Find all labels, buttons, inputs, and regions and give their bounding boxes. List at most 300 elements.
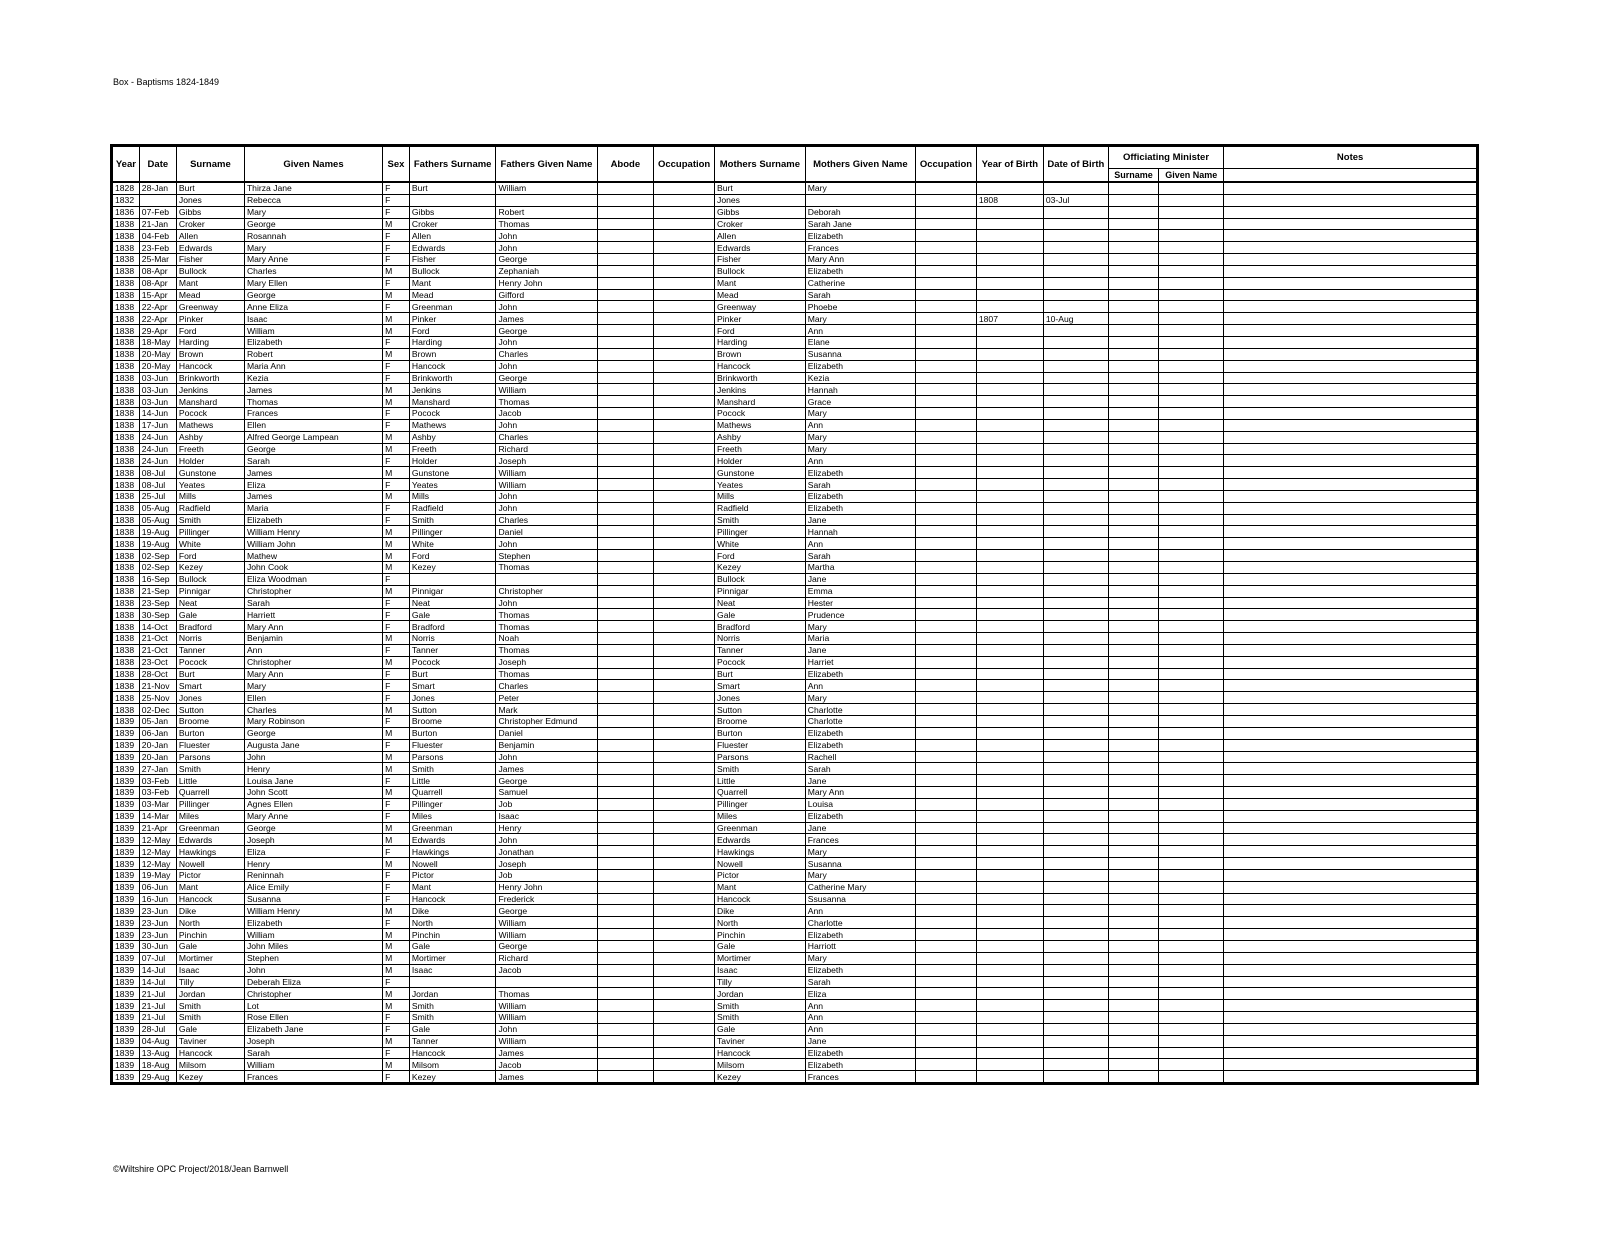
- table-cell: John: [496, 419, 597, 431]
- table-cell: [1108, 656, 1159, 668]
- table-cell: Harriet: [805, 656, 915, 668]
- table-cell: John: [496, 538, 597, 550]
- table-cell: Smith: [715, 1012, 806, 1024]
- table-cell: [1043, 431, 1108, 443]
- table-row: [113, 1023, 1477, 1035]
- table-cell: [1043, 443, 1108, 455]
- table-cell: [597, 1012, 654, 1024]
- table-cell: Ann: [805, 325, 915, 337]
- table-cell: F: [383, 798, 410, 810]
- table-cell: [1224, 526, 1477, 538]
- table-cell: [1108, 680, 1159, 692]
- table-cell: [597, 431, 654, 443]
- table-cell: 1838: [113, 668, 140, 680]
- table-cell: F: [383, 1071, 410, 1083]
- table-row: [113, 881, 1477, 893]
- table-cell: Mathews: [409, 419, 496, 431]
- table-cell: F: [383, 668, 410, 680]
- table-cell: M: [383, 562, 410, 574]
- table-cell: [1224, 988, 1477, 1000]
- table-cell: [976, 218, 1043, 230]
- table-cell: [1159, 1059, 1224, 1071]
- table-cell: Brinkworth: [176, 372, 244, 384]
- table-cell: [1159, 964, 1224, 976]
- table-cell: [1043, 858, 1108, 870]
- table-cell: Daniel: [496, 526, 597, 538]
- table-cell: Bradford: [176, 621, 244, 633]
- table-cell: 29-Aug: [139, 1071, 176, 1083]
- table-cell: 1839: [113, 976, 140, 988]
- table-cell: Harding: [715, 336, 806, 348]
- table-cell: Thomas: [496, 562, 597, 574]
- table-cell: [1043, 739, 1108, 751]
- table-cell: [1108, 1023, 1159, 1035]
- table-cell: [916, 881, 977, 893]
- table-cell: [597, 585, 654, 597]
- table-cell: 1839: [113, 929, 140, 941]
- table-cell: [1108, 336, 1159, 348]
- table-cell: Kezia: [805, 372, 915, 384]
- table-cell: Ashby: [176, 431, 244, 443]
- table-cell: Gibbs: [409, 206, 496, 218]
- table-row: [113, 408, 1477, 420]
- table-cell: [1224, 336, 1477, 348]
- table-cell: [916, 751, 977, 763]
- table-cell: Mortimer: [715, 952, 806, 964]
- table-cell: [976, 182, 1043, 194]
- table-row: [113, 1071, 1477, 1083]
- table-cell: 1839: [113, 1047, 140, 1059]
- table-cell: [1224, 917, 1477, 929]
- table-cell: 06-Jan: [139, 727, 176, 739]
- table-cell: Isaac: [496, 810, 597, 822]
- table-cell: M: [383, 751, 410, 763]
- table-cell: 1839: [113, 834, 140, 846]
- table-cell: Pillinger: [176, 798, 244, 810]
- table-cell: 19-May: [139, 869, 176, 881]
- table-cell: [1224, 408, 1477, 420]
- table-cell: Charlotte: [805, 917, 915, 929]
- col-given-names: Given Names: [244, 147, 382, 183]
- table-cell: [1224, 822, 1477, 834]
- table-cell: [1224, 881, 1477, 893]
- table-cell: 07-Feb: [139, 206, 176, 218]
- table-cell: 1832: [113, 194, 140, 206]
- table-cell: [597, 846, 654, 858]
- table-cell: [916, 941, 977, 953]
- table-cell: Martha: [805, 562, 915, 574]
- table-cell: 1838: [113, 313, 140, 325]
- table-cell: Elizabeth: [805, 502, 915, 514]
- table-cell: [1108, 277, 1159, 289]
- table-cell: [1043, 396, 1108, 408]
- table-cell: Mary: [805, 313, 915, 325]
- table-cell: George: [496, 941, 597, 953]
- table-cell: [976, 562, 1043, 574]
- table-cell: George: [496, 254, 597, 266]
- table-cell: Charles: [496, 680, 597, 692]
- table-cell: [916, 526, 977, 538]
- table-cell: F: [383, 242, 410, 254]
- table-cell: Burt: [176, 182, 244, 194]
- table-cell: [654, 798, 715, 810]
- table-cell: [976, 964, 1043, 976]
- table-cell: Elizabeth: [244, 514, 382, 526]
- table-cell: William Henry: [244, 526, 382, 538]
- table-cell: Nowell: [176, 858, 244, 870]
- table-cell: [1224, 644, 1477, 656]
- table-cell: F: [383, 419, 410, 431]
- table-cell: [1108, 869, 1159, 881]
- table-cell: Alfred George Lampean: [244, 431, 382, 443]
- table-row: [113, 952, 1477, 964]
- table-cell: [1224, 952, 1477, 964]
- table-cell: Smith: [409, 763, 496, 775]
- table-cell: Little: [409, 775, 496, 787]
- table-cell: [654, 1047, 715, 1059]
- table-cell: Jane: [805, 1035, 915, 1047]
- table-cell: [1108, 798, 1159, 810]
- table-cell: [916, 609, 977, 621]
- table-cell: [916, 633, 977, 645]
- table-row: [113, 941, 1477, 953]
- table-cell: Christopher: [244, 656, 382, 668]
- table-cell: Quarrell: [176, 787, 244, 799]
- table-cell: [916, 182, 977, 194]
- table-cell: Elizabeth: [805, 929, 915, 941]
- table-cell: [1224, 976, 1477, 988]
- table-cell: 02-Sep: [139, 550, 176, 562]
- table-row: [113, 277, 1477, 289]
- table-cell: [976, 668, 1043, 680]
- table-cell: [1043, 976, 1108, 988]
- table-cell: Henry John: [496, 277, 597, 289]
- table-cell: [916, 1012, 977, 1024]
- table-cell: [1224, 194, 1477, 206]
- table-cell: [597, 467, 654, 479]
- table-cell: Gale: [715, 941, 806, 953]
- table-cell: Sarah: [244, 597, 382, 609]
- table-cell: [1159, 1012, 1224, 1024]
- table-cell: [1108, 372, 1159, 384]
- table-row: [113, 396, 1477, 408]
- table-cell: 23-Sep: [139, 597, 176, 609]
- table-cell: Kezey: [409, 562, 496, 574]
- table-cell: Greenway: [715, 301, 806, 313]
- table-cell: [654, 372, 715, 384]
- table-cell: 21-Jul: [139, 1000, 176, 1012]
- table-cell: [916, 277, 977, 289]
- table-cell: [976, 751, 1043, 763]
- table-cell: F: [383, 680, 410, 692]
- table-cell: [1159, 277, 1224, 289]
- col-minister-given-name: Given Name: [1159, 169, 1224, 183]
- table-cell: [1224, 751, 1477, 763]
- table-cell: F: [383, 1012, 410, 1024]
- table-cell: [916, 218, 977, 230]
- table-row: [113, 905, 1477, 917]
- table-cell: [597, 787, 654, 799]
- table-cell: [597, 893, 654, 905]
- table-cell: Tilly: [715, 976, 806, 988]
- table-cell: [976, 1012, 1043, 1024]
- table-cell: [1159, 360, 1224, 372]
- table-cell: [1159, 479, 1224, 491]
- table-cell: Ford: [409, 325, 496, 337]
- table-cell: [976, 822, 1043, 834]
- table-cell: Thomas: [496, 644, 597, 656]
- table-cell: James: [244, 384, 382, 396]
- table-cell: [654, 715, 715, 727]
- table-cell: Jane: [805, 514, 915, 526]
- table-cell: Ann: [805, 905, 915, 917]
- table-cell: George: [244, 443, 382, 455]
- table-cell: [976, 810, 1043, 822]
- table-cell: [916, 573, 977, 585]
- table-cell: Sutton: [409, 704, 496, 716]
- table-cell: Bradford: [715, 621, 806, 633]
- table-cell: [597, 810, 654, 822]
- table-cell: F: [383, 514, 410, 526]
- table-cell: Smith: [409, 1000, 496, 1012]
- table-cell: [597, 929, 654, 941]
- table-cell: [1224, 479, 1477, 491]
- table-cell: [916, 1059, 977, 1071]
- table-cell: Ann: [244, 644, 382, 656]
- table-cell: Hancock: [715, 1047, 806, 1059]
- table-cell: 30-Jun: [139, 941, 176, 953]
- table-cell: Smith: [715, 514, 806, 526]
- table-cell: 1838: [113, 633, 140, 645]
- table-cell: [1108, 893, 1159, 905]
- table-cell: [1108, 550, 1159, 562]
- table-cell: M: [383, 384, 410, 396]
- table-cell: [1224, 775, 1477, 787]
- table-row: [113, 1000, 1477, 1012]
- table-cell: [1108, 514, 1159, 526]
- table-cell: [654, 526, 715, 538]
- table-cell: [976, 502, 1043, 514]
- table-cell: 1838: [113, 502, 140, 514]
- table-cell: [1159, 881, 1224, 893]
- table-cell: 24-Jun: [139, 455, 176, 467]
- table-cell: [916, 597, 977, 609]
- table-cell: [654, 869, 715, 881]
- table-row: [113, 360, 1477, 372]
- table-cell: [597, 194, 654, 206]
- table-cell: Burton: [715, 727, 806, 739]
- col-mothers-given-name: Mothers Given Name: [805, 147, 915, 183]
- table-cell: [976, 419, 1043, 431]
- table-cell: Jacob: [496, 408, 597, 420]
- table-cell: [1043, 609, 1108, 621]
- table-cell: [1159, 644, 1224, 656]
- table-row: [113, 609, 1477, 621]
- table-cell: [597, 704, 654, 716]
- table-cell: M: [383, 526, 410, 538]
- table-row: [113, 372, 1477, 384]
- table-cell: 20-Jan: [139, 751, 176, 763]
- table-cell: [1159, 585, 1224, 597]
- table-cell: 1838: [113, 277, 140, 289]
- table-cell: 12-May: [139, 858, 176, 870]
- table-cell: [976, 585, 1043, 597]
- table-cell: [1224, 277, 1477, 289]
- table-cell: William: [496, 917, 597, 929]
- table-cell: Emma: [805, 585, 915, 597]
- table-cell: [1043, 952, 1108, 964]
- table-cell: [597, 941, 654, 953]
- table-cell: [654, 230, 715, 242]
- table-cell: William John: [244, 538, 382, 550]
- table-cell: [654, 396, 715, 408]
- table-cell: Charles: [244, 265, 382, 277]
- table-cell: [1224, 301, 1477, 313]
- table-cell: F: [383, 893, 410, 905]
- table-cell: John Miles: [244, 941, 382, 953]
- table-cell: Fisher: [715, 254, 806, 266]
- table-cell: Kezia: [244, 372, 382, 384]
- table-cell: Henry: [496, 822, 597, 834]
- table-cell: [976, 467, 1043, 479]
- table-cell: Reninnah: [244, 869, 382, 881]
- table-cell: M: [383, 822, 410, 834]
- table-cell: [654, 621, 715, 633]
- table-row: [113, 751, 1477, 763]
- table-cell: James: [496, 763, 597, 775]
- table-cell: [654, 550, 715, 562]
- table-row: [113, 976, 1477, 988]
- table-row: [113, 490, 1477, 502]
- table-cell: [976, 692, 1043, 704]
- table-cell: 1839: [113, 775, 140, 787]
- table-cell: 21-Oct: [139, 644, 176, 656]
- table-cell: [597, 905, 654, 917]
- table-cell: M: [383, 656, 410, 668]
- table-cell: [1043, 715, 1108, 727]
- table-cell: [654, 644, 715, 656]
- table-cell: [1224, 182, 1477, 194]
- table-cell: Burt: [715, 182, 806, 194]
- table-cell: 24-Jun: [139, 431, 176, 443]
- table-cell: [976, 763, 1043, 775]
- table-cell: [654, 1071, 715, 1083]
- table-cell: John: [496, 502, 597, 514]
- table-cell: [1108, 479, 1159, 491]
- table-cell: [654, 727, 715, 739]
- table-cell: 1838: [113, 265, 140, 277]
- table-cell: [654, 348, 715, 360]
- table-cell: [976, 301, 1043, 313]
- table-cell: 1839: [113, 846, 140, 858]
- table-cell: [597, 254, 654, 266]
- table-cell: [654, 455, 715, 467]
- table-cell: [1043, 1012, 1108, 1024]
- table-cell: [976, 656, 1043, 668]
- table-cell: Harding: [409, 336, 496, 348]
- table-cell: Christopher Edmund: [496, 715, 597, 727]
- table-cell: Elizabeth: [805, 668, 915, 680]
- table-cell: Louisa: [805, 798, 915, 810]
- table-cell: [597, 881, 654, 893]
- table-cell: [1159, 668, 1224, 680]
- table-cell: [654, 585, 715, 597]
- table-cell: Kezey: [715, 562, 806, 574]
- col-notes: Notes: [1224, 147, 1477, 169]
- table-cell: Ann: [805, 1000, 915, 1012]
- table-cell: M: [383, 905, 410, 917]
- table-cell: [597, 348, 654, 360]
- table-cell: [597, 952, 654, 964]
- table-cell: [916, 562, 977, 574]
- table-cell: Yeates: [715, 479, 806, 491]
- table-cell: [597, 751, 654, 763]
- table-cell: [976, 929, 1043, 941]
- table-cell: 24-Jun: [139, 443, 176, 455]
- table-cell: 1838: [113, 692, 140, 704]
- table-row: [113, 798, 1477, 810]
- table-cell: Elizabeth: [244, 336, 382, 348]
- table-cell: [1043, 325, 1108, 337]
- table-row: [113, 869, 1477, 881]
- table-cell: Phoebe: [805, 301, 915, 313]
- table-cell: [1043, 1047, 1108, 1059]
- table-cell: Pinker: [176, 313, 244, 325]
- table-cell: [1224, 905, 1477, 917]
- table-cell: M: [383, 467, 410, 479]
- table-cell: [1159, 633, 1224, 645]
- table-cell: Mary Ann: [244, 668, 382, 680]
- table-cell: [976, 206, 1043, 218]
- table-cell: [597, 1047, 654, 1059]
- table-cell: [597, 455, 654, 467]
- table-cell: 1838: [113, 490, 140, 502]
- table-cell: [1043, 917, 1108, 929]
- table-cell: [1043, 419, 1108, 431]
- table-cell: [916, 822, 977, 834]
- table-cell: [1043, 372, 1108, 384]
- table-cell: [1224, 1000, 1477, 1012]
- table-cell: 04-Aug: [139, 1035, 176, 1047]
- table-cell: [976, 455, 1043, 467]
- table-cell: F: [383, 976, 410, 988]
- table-cell: Peter: [496, 692, 597, 704]
- table-cell: [597, 976, 654, 988]
- table-cell: Mary: [805, 443, 915, 455]
- table-cell: 28-Jan: [139, 182, 176, 194]
- table-cell: [1043, 1023, 1108, 1035]
- table-cell: [1108, 573, 1159, 585]
- table-cell: [1159, 419, 1224, 431]
- table-cell: [654, 633, 715, 645]
- table-cell: [916, 976, 977, 988]
- table-cell: Anne Eliza: [244, 301, 382, 313]
- table-cell: Hancock: [409, 893, 496, 905]
- table-cell: Quarrell: [409, 787, 496, 799]
- table-cell: [916, 644, 977, 656]
- table-cell: [1108, 952, 1159, 964]
- table-cell: Mills: [715, 490, 806, 502]
- table-cell: Elizabeth Jane: [244, 1023, 382, 1035]
- table-cell: Elizabeth: [805, 467, 915, 479]
- table-cell: M: [383, 763, 410, 775]
- table-cell: Miles: [715, 810, 806, 822]
- table-cell: [976, 254, 1043, 266]
- table-cell: [654, 810, 715, 822]
- table-cell: William: [496, 467, 597, 479]
- table-cell: [1159, 526, 1224, 538]
- table-cell: Fluester: [409, 739, 496, 751]
